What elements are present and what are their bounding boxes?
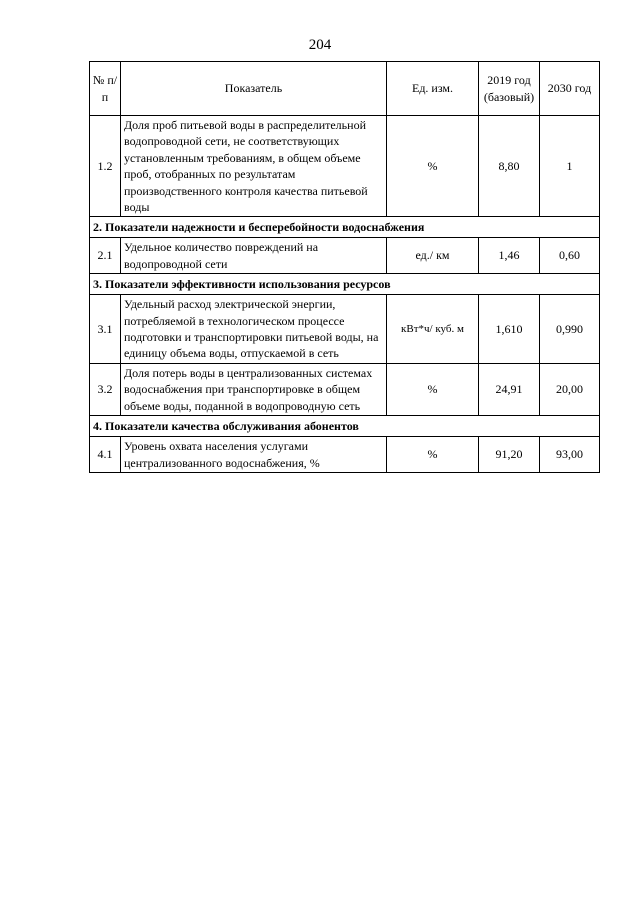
row-value-2019: 8,80 <box>479 116 540 217</box>
table-row <box>90 295 600 364</box>
row-value-2030: 0,60 <box>540 238 600 274</box>
row-number: 3.1 <box>90 295 121 364</box>
row-value-2019: 24,91 <box>479 363 540 415</box>
table-row <box>90 116 600 217</box>
row-value-2019: 1,46 <box>479 238 540 274</box>
section-title: 4. Показатели качества обслуживания абонентов <box>90 416 600 437</box>
table-row <box>90 363 600 415</box>
row-unit: % <box>387 116 479 217</box>
header-indicator: Показатель <box>121 62 387 116</box>
row-value-2030: 1 <box>540 116 600 217</box>
table-body <box>90 116 600 473</box>
header-unit: Ед. изм. <box>387 62 479 116</box>
section-row <box>90 217 600 238</box>
section-title: 3. Показатели эффективности использования ресурсов <box>90 274 600 295</box>
section-row <box>90 416 600 437</box>
header-2030: 2030 год <box>540 62 600 116</box>
indicators-table <box>89 61 600 473</box>
row-number: 3.2 <box>90 363 121 415</box>
row-value-2019: 1,610 <box>479 295 540 364</box>
table-row <box>90 238 600 274</box>
row-indicator: Уровень охвата населения услугами централизованного водоснабжения, % <box>121 437 387 473</box>
row-indicator: Удельное количество повреждений на водопроводной сети <box>121 238 387 274</box>
row-unit: % <box>387 437 479 473</box>
row-unit: кВт*ч/ куб. м <box>387 295 479 364</box>
section-title: 2. Показатели надежности и бесперебойности водоснабжения <box>90 217 600 238</box>
header-2019: 2019 год (базовый) <box>479 62 540 116</box>
table-row <box>90 437 600 473</box>
row-indicator: Удельный расход электрической энергии, потребляемой в технологическом процессе подготовки и транспортировки питьевой воды, на единицу объема воды, отпускаемой в сеть <box>121 295 387 364</box>
row-number: 1.2 <box>90 116 121 217</box>
table-header-row <box>90 62 600 116</box>
row-value-2030: 0,990 <box>540 295 600 364</box>
section-row <box>90 274 600 295</box>
row-value-2019: 91,20 <box>479 437 540 473</box>
row-number: 2.1 <box>90 238 121 274</box>
page-number: 204 <box>308 37 332 53</box>
row-indicator: Доля проб питьевой воды в распределительной водопроводной сети, не соответствующих установленным требованиям, в общем объеме проб, отобранных по результатам производственного контроля качества питьевой воды <box>121 116 387 217</box>
row-number: 4.1 <box>90 437 121 473</box>
row-unit: % <box>387 363 479 415</box>
row-indicator: Доля потерь воды в централизованных системах водоснабжения при транспортировке в общем объеме воды, поданной в водопроводную сеть <box>121 363 387 415</box>
row-value-2030: 93,00 <box>540 437 600 473</box>
row-value-2030: 20,00 <box>540 363 600 415</box>
header-num: № п/п <box>90 62 121 116</box>
row-unit: ед./ км <box>387 238 479 274</box>
